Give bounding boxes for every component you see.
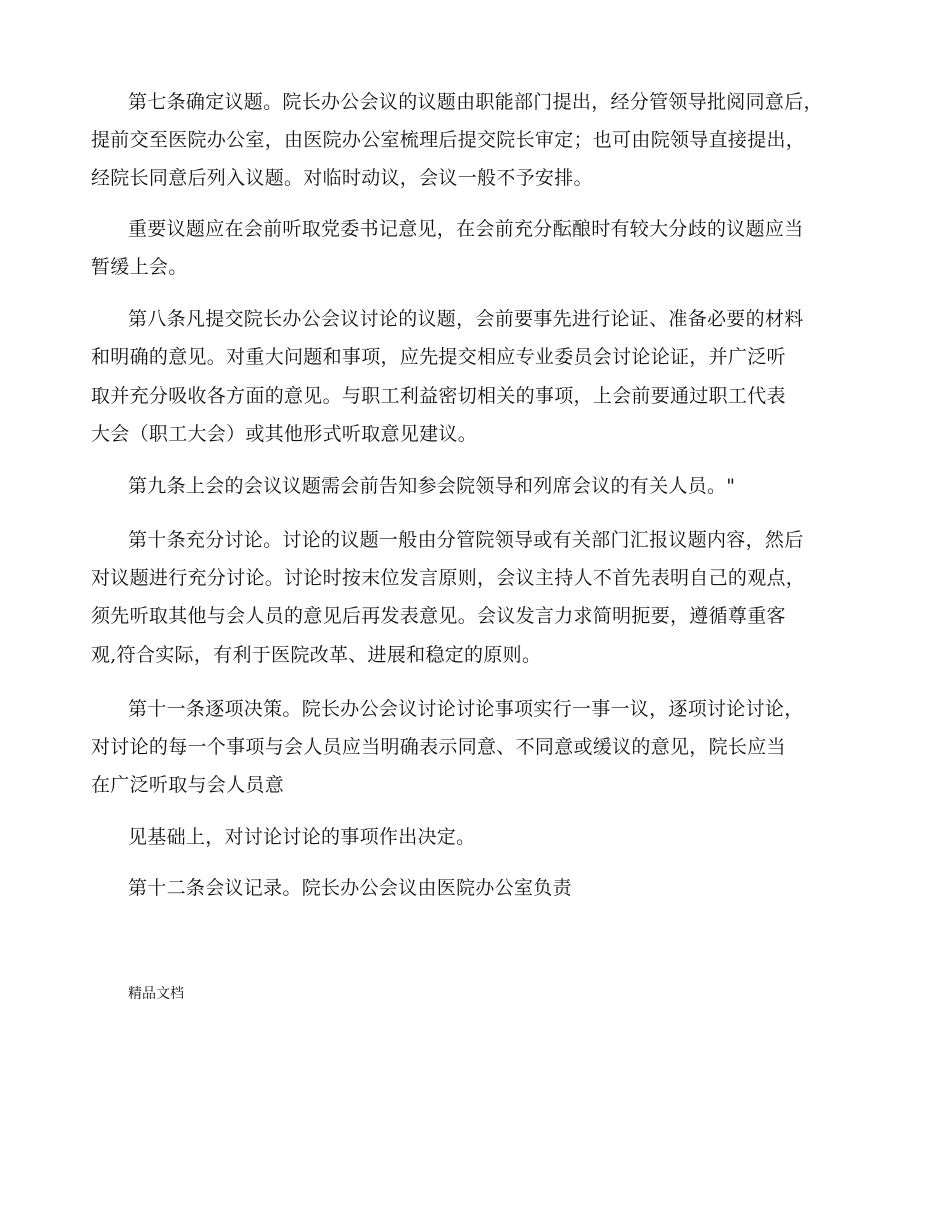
paragraph-10-line-2: 对议题进行充分讨论。讨论时按末位发言原则，会议主持人不首先表明自己的观点， xyxy=(91,567,806,589)
paragraph-8-line-3: 取并充分吸收各方面的意见。与职工利益密切相关的事项，上会前要通过职工代表 xyxy=(91,385,786,407)
paragraph-10-line-1: 第十条充分讨论。讨论的议题一般由分管院领导或有关部门汇报议题内容，然后 xyxy=(128,529,804,551)
paragraph-9-line-1: 第九条上会的会议议题需会前告知参会院领导和列席会议的有关人员。" xyxy=(128,475,736,497)
paragraph-11-line-2: 对讨论的每一个事项与会人员应当明确表示同意、不同意或缓议的意见，院长应当 xyxy=(91,736,786,758)
footer-label: 精品文档 xyxy=(128,986,184,1002)
paragraph-7-line-3: 经院长同意后列入议题。对临时动议，会议一般不予安排。 xyxy=(91,167,593,189)
paragraph-12-line-1: 第十二条会议记录。院长办公会议由医院办公室负责 xyxy=(128,877,572,899)
paragraph-important-line-2: 暂缓上会。 xyxy=(91,256,188,278)
paragraph-important-line-1: 重要议题应在会前听取党委书记意见，在会前充分酝酿时有较大分歧的议题应当 xyxy=(128,218,804,240)
paragraph-7-line-2: 提前交至医院办公室，由医院办公室梳理后提交院长审定；也可由院领导直接提出， xyxy=(91,129,806,151)
paragraph-11-line-1: 第十一条逐项决策。院长办公会议讨论讨论事项实行一事一议，逐项讨论讨论， xyxy=(128,698,804,720)
paragraph-7-line-1: 第七条确定议题。院长办公会议的议题由职能部门提出，经分管领导批阅同意后， xyxy=(128,91,823,113)
paragraph-8-line-4: 大会（职工大会）或其他形式听取意见建议。 xyxy=(91,423,478,445)
paragraph-10-line-4: 观,符合实际，有利于医院改革、进展和稳定的原则。 xyxy=(91,644,542,666)
paragraph-8-line-1: 第八条凡提交院长办公会议讨论的议题，会前要事先进行论证、准备必要的材料 xyxy=(128,308,804,330)
paragraph-10-line-3: 须先听取其他与会人员的意见后再发表意见。会议发言力求简明扼要，遵循尊重客 xyxy=(91,605,786,627)
paragraph-11-continuation: 见基础上，对讨论讨论的事项作出决定。 xyxy=(128,826,476,848)
paragraph-11-line-3: 在广泛听取与会人员意 xyxy=(91,774,285,796)
paragraph-8-line-2: 和明确的意见。对重大问题和事项，应先提交相应专业委员会讨论论证，并广泛听 xyxy=(91,346,786,368)
